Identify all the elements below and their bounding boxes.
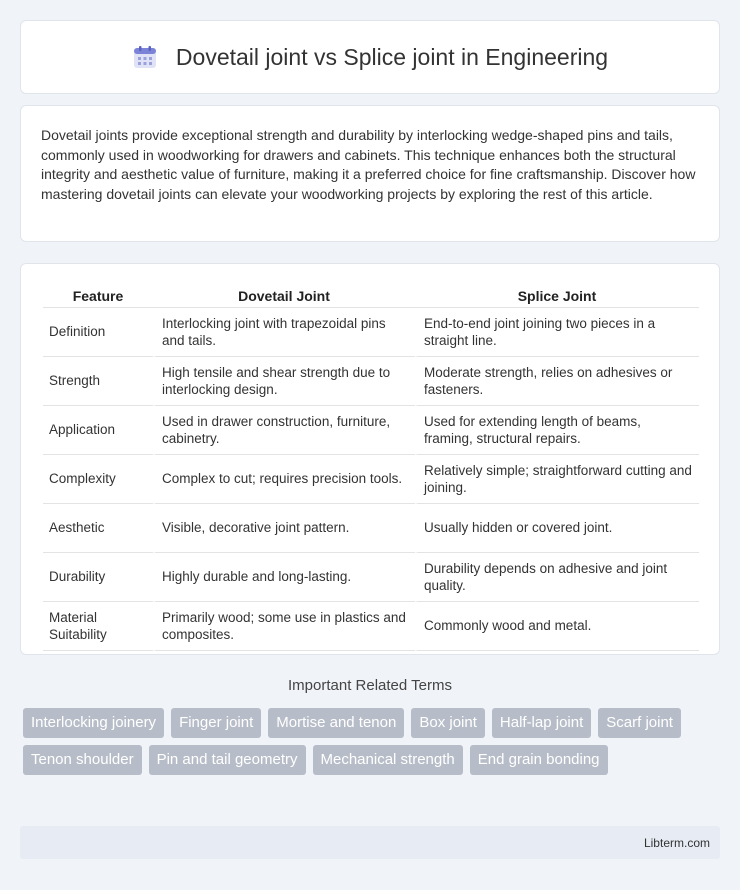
- row-feature: Durability: [43, 553, 153, 602]
- table-row: [43, 406, 699, 455]
- row-dovetail: Used in drawer construction, furniture, cabinetry.: [153, 406, 415, 455]
- row-dovetail: High tensile and shear strength due to interlocking design.: [153, 357, 415, 406]
- comparison-table: [43, 284, 699, 651]
- header-splice: Splice Joint: [415, 284, 699, 308]
- row-feature: Strength: [43, 357, 153, 406]
- row-feature: Aesthetic: [43, 504, 153, 553]
- footer: [20, 826, 720, 859]
- intro-card: [20, 105, 720, 242]
- table-row: [43, 602, 699, 651]
- table-row: [43, 357, 699, 406]
- row-feature: Application: [43, 406, 153, 455]
- tag-tenon-shoulder[interactable]: Tenon shoulder: [23, 745, 142, 775]
- tag-half-lap-joint[interactable]: Half-lap joint: [492, 708, 591, 738]
- page-title: Dovetail joint vs Splice joint in Engineering: [175, 43, 609, 70]
- table-row: [43, 504, 699, 553]
- row-feature: Complexity: [43, 455, 153, 504]
- row-dovetail: Visible, decorative joint pattern.: [153, 504, 415, 553]
- row-splice: Relatively simple; straightforward cutting and joining.: [415, 455, 699, 504]
- row-feature: Material Suitability: [43, 602, 153, 651]
- tag-interlocking-joinery[interactable]: Interlocking joinery: [23, 708, 164, 738]
- tag-box-joint[interactable]: Box joint: [411, 708, 485, 738]
- tag-mechanical-strength[interactable]: Mechanical strength: [313, 745, 463, 775]
- row-dovetail: Interlocking joint with trapezoidal pins and tails.: [153, 308, 415, 357]
- row-dovetail: Complex to cut; requires precision tools.: [153, 455, 415, 504]
- row-splice: Moderate strength, relies on adhesives or fasteners.: [415, 357, 699, 406]
- header-card: [20, 20, 720, 94]
- row-feature: Definition: [43, 308, 153, 357]
- comparison-table-card: [20, 263, 720, 655]
- header-dovetail: Dovetail Joint: [153, 284, 415, 308]
- title-wrap: [132, 44, 608, 71]
- calendar-icon: [132, 44, 158, 70]
- footer-site-link[interactable]: Libterm.com: [643, 835, 710, 850]
- table-row: [43, 553, 699, 602]
- row-splice: Usually hidden or covered joint.: [415, 504, 699, 553]
- row-splice: End-to-end joint joining two pieces in a straight line.: [415, 308, 699, 357]
- table-row: [43, 308, 699, 357]
- row-dovetail: Primarily wood; some use in plastics and composites.: [153, 602, 415, 651]
- row-dovetail: Highly durable and long-lasting.: [153, 553, 415, 602]
- row-splice: Commonly wood and metal.: [415, 602, 699, 651]
- tag-mortise-and-tenon[interactable]: Mortise and tenon: [268, 708, 404, 738]
- tag-finger-joint[interactable]: Finger joint: [171, 708, 261, 738]
- table-row: [43, 455, 699, 504]
- table-header-row: [43, 284, 699, 308]
- header-feature: Feature: [43, 284, 153, 308]
- row-splice: Used for extending length of beams, framing, structural repairs.: [415, 406, 699, 455]
- related-terms-title: Important Related Terms: [288, 677, 452, 694]
- tag-end-grain-bonding[interactable]: End grain bonding: [470, 745, 608, 775]
- intro-text: Dovetail joints provide exceptional strength and durability by interlocking wedge-shaped pins and tails, commonly used in woodworking for drawers and cabinets. This technique enhances both the structural integrity and aesthetic value of furniture, making it a preferred choice for fine craftsmanship. Discover how mastering dovetail joints can elevate your woodworking projects by exploring the rest of this article.: [41, 127, 696, 202]
- row-splice: Durability depends on adhesive and joint quality.: [415, 553, 699, 602]
- tag-scarf-joint[interactable]: Scarf joint: [598, 708, 681, 738]
- related-terms-list: [23, 708, 723, 775]
- tag-pin-and-tail-geometry[interactable]: Pin and tail geometry: [149, 745, 306, 775]
